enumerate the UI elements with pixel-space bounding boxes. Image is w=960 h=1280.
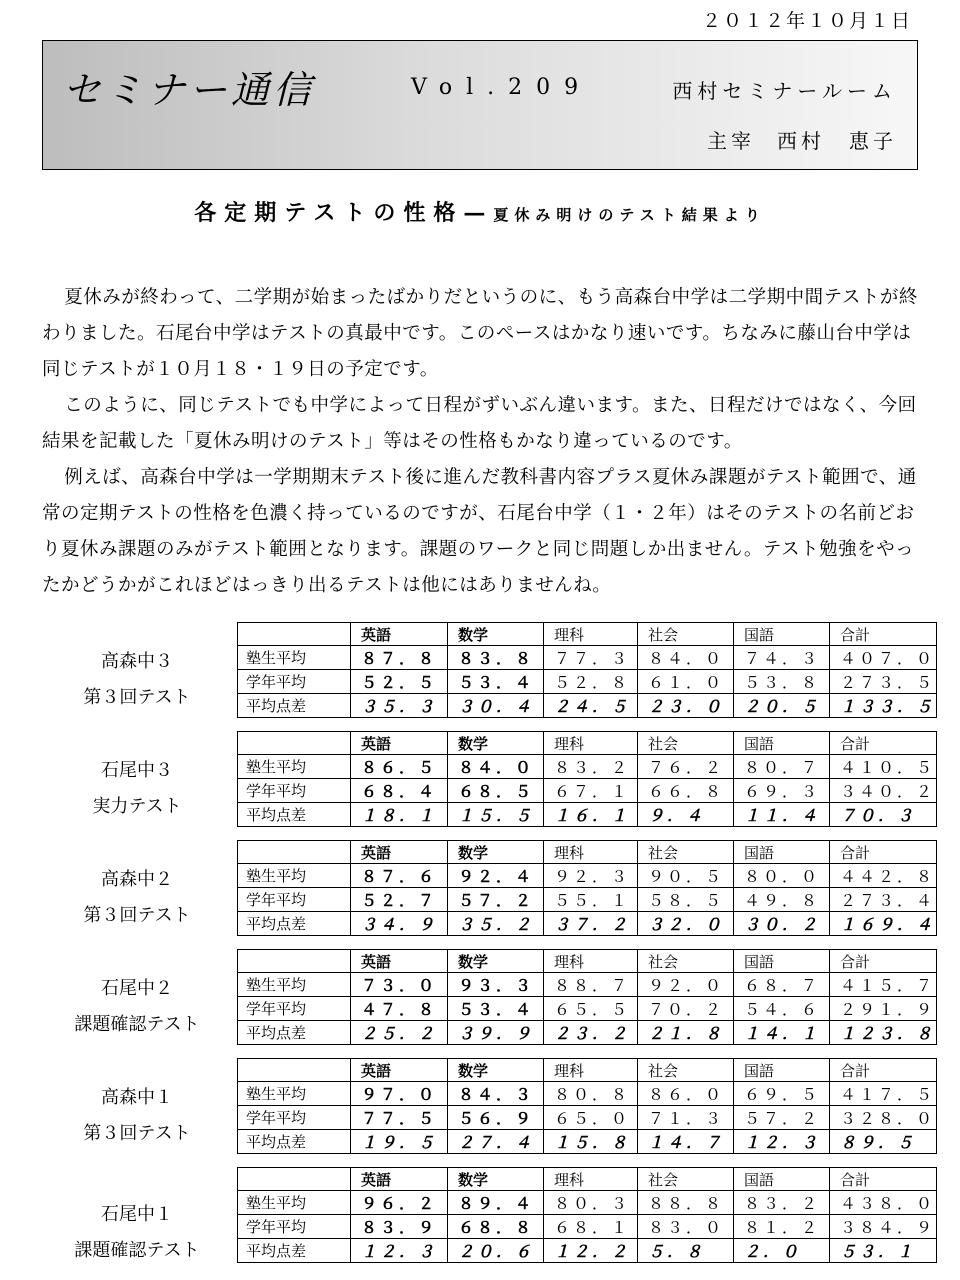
header-row [238, 623, 937, 646]
score-cell: ９３．３ [448, 973, 544, 997]
score-cell: ８３．２ [544, 755, 638, 779]
score-cell: ５３．８ [734, 670, 830, 694]
subject-header: 合計 [830, 1168, 937, 1191]
score-cell: １３３．５ [830, 694, 937, 718]
score-cell: ９０．５ [638, 864, 734, 888]
score-cell: ５７．２ [448, 888, 544, 912]
subject-header: 国語 [734, 732, 830, 755]
school-label: 高森中３ [101, 651, 173, 672]
row-label: 塾生平均 [238, 646, 351, 670]
score-cell: ７０．３ [830, 803, 937, 827]
score-cell: ９２．４ [448, 864, 544, 888]
corner-cell [238, 1059, 351, 1082]
subject-header: 理科 [544, 841, 638, 864]
row-label: 塾生平均 [238, 864, 351, 888]
subject-header: 英語 [351, 1168, 448, 1191]
school-label: 石尾中２ [101, 978, 173, 999]
table-row [238, 670, 937, 694]
score-cell: ５３．４ [448, 670, 544, 694]
score-cell: ８３．９ [351, 1215, 448, 1239]
score-cell: ８０．７ [734, 755, 830, 779]
subject-header: 理科 [544, 950, 638, 973]
score-cell: ２７．４ [448, 1130, 544, 1154]
row-label: 塾生平均 [238, 973, 351, 997]
score-cell: １５．５ [448, 803, 544, 827]
score-cell: ３０．４ [448, 694, 544, 718]
score-cell: ６５．５ [544, 997, 638, 1021]
subject-header: 社会 [638, 732, 734, 755]
table-row [238, 912, 937, 936]
corner-cell [238, 841, 351, 864]
corner-cell [238, 623, 351, 646]
score-cell: ７０．２ [638, 997, 734, 1021]
score-cell: １２．３ [351, 1239, 448, 1263]
row-label: 塾生平均 [238, 1082, 351, 1106]
subject-header: 数学 [448, 1059, 544, 1082]
score-cell: ２１．８ [638, 1021, 734, 1045]
score-cell: １２．２ [544, 1239, 638, 1263]
corner-cell [238, 732, 351, 755]
subject-header: 合計 [830, 841, 937, 864]
score-cell: ３９．９ [448, 1021, 544, 1045]
organization-name: 西村セミナールーム [672, 79, 897, 103]
score-cell: １４．７ [638, 1130, 734, 1154]
score-cell: ３５．３ [351, 694, 448, 718]
subject-header: 国語 [734, 950, 830, 973]
subject-header: 数学 [448, 841, 544, 864]
score-cell: ４１７．５ [830, 1082, 937, 1106]
test-label: 第３回テスト [83, 905, 191, 926]
score-cell: ８０．０ [734, 864, 830, 888]
score-block [42, 1167, 936, 1265]
score-cell: ７４．３ [734, 646, 830, 670]
subject-header: 国語 [734, 623, 830, 646]
row-label: 塾生平均 [238, 755, 351, 779]
score-cell: ９２．０ [638, 973, 734, 997]
row-label: 平均点差 [238, 803, 351, 827]
subject-header: 英語 [351, 1059, 448, 1082]
score-cell: １２．３ [734, 1130, 830, 1154]
test-label: 課題確認テスト [74, 1014, 200, 1035]
table-row [238, 646, 937, 670]
score-cell: ７７．５ [351, 1106, 448, 1130]
subject-header: 英語 [351, 623, 448, 646]
row-label: 学年平均 [238, 670, 351, 694]
score-cell: ８６．０ [638, 1082, 734, 1106]
score-cell: ８１．２ [734, 1215, 830, 1239]
newsletter-title: セミナー通信 [63, 68, 316, 112]
score-cell: ４１０．５ [830, 755, 937, 779]
header-row [238, 1059, 937, 1082]
score-cell: ４０７．０ [830, 646, 937, 670]
score-cell: ５２．７ [351, 888, 448, 912]
chief-line [707, 125, 897, 154]
score-cell: ４７．８ [351, 997, 448, 1021]
chief-name: 西村 恵子 [777, 129, 897, 153]
score-cell: ６８．８ [448, 1215, 544, 1239]
row-label: 平均点差 [238, 912, 351, 936]
paragraph: このように、同じテストでも中学によって日程がずいぶん違います。また、日程だけではなく、今回結果を記載した「夏休み明けのテスト」等はその性格もかなり違っているのです。 [42, 395, 917, 452]
score-cell: ２０．５ [734, 694, 830, 718]
table-row [238, 803, 937, 827]
row-label: 平均点差 [238, 1239, 351, 1263]
subject-header: 数学 [448, 1168, 544, 1191]
score-cell: ４３８．０ [830, 1191, 937, 1215]
row-label: 学年平均 [238, 1106, 351, 1130]
score-cell: ８７．６ [351, 864, 448, 888]
score-cell: ９２．３ [544, 864, 638, 888]
score-cell: ５．８ [638, 1239, 734, 1263]
subject-header: 英語 [351, 841, 448, 864]
header-row [238, 732, 937, 755]
subject-header: 社会 [638, 1168, 734, 1191]
test-label: 課題確認テスト [74, 1240, 200, 1261]
subject-header: 理科 [544, 732, 638, 755]
masthead [42, 40, 918, 170]
score-table [237, 949, 937, 1045]
score-cell: ８４．０ [638, 646, 734, 670]
table-row [238, 888, 937, 912]
school-label: 高森中１ [101, 1087, 173, 1108]
score-cell: ７７．３ [544, 646, 638, 670]
subject-header: 国語 [734, 1059, 830, 1082]
score-cell: １１．４ [734, 803, 830, 827]
score-cell: ８８．８ [638, 1191, 734, 1215]
table-row [238, 997, 937, 1021]
table-row [238, 1191, 937, 1215]
score-cell: ５３．４ [448, 997, 544, 1021]
score-cell: ３４．９ [351, 912, 448, 936]
row-label: 平均点差 [238, 694, 351, 718]
table-row [238, 1082, 937, 1106]
score-block [42, 949, 936, 1047]
header-row [238, 1168, 937, 1191]
subject-header: 数学 [448, 732, 544, 755]
score-cell: ２７３．４ [830, 888, 937, 912]
score-cell: ４４２．８ [830, 864, 937, 888]
score-cell: ５４．６ [734, 997, 830, 1021]
score-cell: ５３．１ [830, 1239, 937, 1263]
subject-header: 社会 [638, 841, 734, 864]
chief-label: 主宰 [707, 129, 755, 153]
score-table [237, 731, 937, 827]
score-cell: ５８．５ [638, 888, 734, 912]
headline-main: 各定期テストの性格— [194, 200, 494, 226]
score-cell: １９．５ [351, 1130, 448, 1154]
school-label: 石尾中３ [101, 760, 173, 781]
table-row [238, 1021, 937, 1045]
score-table [237, 840, 937, 936]
score-cell: ６８．１ [544, 1215, 638, 1239]
subject-header: 英語 [351, 950, 448, 973]
volume-number: Vol.209 [411, 75, 593, 100]
subject-header: 国語 [734, 841, 830, 864]
score-cell: ５２．８ [544, 670, 638, 694]
score-cell: １６９．４ [830, 912, 937, 936]
test-label: 第３回テスト [83, 1123, 191, 1144]
score-cell: ９６．２ [351, 1191, 448, 1215]
score-cell: ３４０．２ [830, 779, 937, 803]
subject-header: 合計 [830, 950, 937, 973]
table-row [238, 1215, 937, 1239]
score-cell: ７６．２ [638, 755, 734, 779]
row-label: 学年平均 [238, 1215, 351, 1239]
subject-header: 数学 [448, 950, 544, 973]
score-cell: ６５．０ [544, 1106, 638, 1130]
school-label: 石尾中１ [101, 1204, 173, 1225]
score-block [42, 622, 936, 720]
article-headline [0, 196, 960, 227]
subject-header: 理科 [544, 1059, 638, 1082]
score-cell: １４．１ [734, 1021, 830, 1045]
score-cell: ８３．０ [638, 1215, 734, 1239]
row-label: 平均点差 [238, 1021, 351, 1045]
row-label: 学年平均 [238, 997, 351, 1021]
score-cell: ６７．１ [544, 779, 638, 803]
subject-header: 理科 [544, 1168, 638, 1191]
subject-header: 社会 [638, 950, 734, 973]
score-block [42, 731, 936, 829]
test-label: 第３回テスト [83, 687, 191, 708]
score-cell: ８７．８ [351, 646, 448, 670]
table-row [238, 1130, 937, 1154]
article-body [42, 280, 922, 604]
row-label: 平均点差 [238, 1130, 351, 1154]
score-cell: ２．０ [734, 1239, 830, 1263]
score-cell: ８６．５ [351, 755, 448, 779]
score-cell: ９７．０ [351, 1082, 448, 1106]
paragraph: 例えば、高森台中学は一学期期末テスト後に進んだ教科書内容プラス夏休み課題がテスト範囲で、通常の定期テストの性格を色濃く持っているのですが、石尾台中学（１・２年）はそのテストの名前どおり夏休み課題のみがテスト範囲となります。課題のワークと同じ問題しか出ません。テスト勉強をやったかどうかがこれほどはっきり出るテストは他にはありませんね。 [42, 467, 917, 596]
row-label: 学年平均 [238, 779, 351, 803]
score-cell: ９．４ [638, 803, 734, 827]
score-cell: ６８．７ [734, 973, 830, 997]
subject-header: 国語 [734, 1168, 830, 1191]
score-cell: ４１５．７ [830, 973, 937, 997]
subject-header: 社会 [638, 1059, 734, 1082]
score-cell: ６８．４ [351, 779, 448, 803]
score-cell: ６９．５ [734, 1082, 830, 1106]
score-cell: ６１．０ [638, 670, 734, 694]
subject-header: 合計 [830, 623, 937, 646]
score-cell: ２３．２ [544, 1021, 638, 1045]
table-row [238, 864, 937, 888]
score-cell: ２９１．９ [830, 997, 937, 1021]
score-cell: ３２８．０ [830, 1106, 937, 1130]
score-table [237, 1058, 937, 1154]
score-cell: ８３．２ [734, 1191, 830, 1215]
score-block [42, 1058, 936, 1156]
table-row [238, 1106, 937, 1130]
score-table [237, 1167, 937, 1263]
row-label: 塾生平均 [238, 1191, 351, 1215]
score-cell: ８９．５ [830, 1130, 937, 1154]
issue-date: ２０１２年１０月１日 [701, 10, 912, 32]
score-cell: ８０．３ [544, 1191, 638, 1215]
score-cell: ２４．５ [544, 694, 638, 718]
subject-header: 社会 [638, 623, 734, 646]
subject-header: 合計 [830, 732, 937, 755]
score-block [42, 840, 936, 938]
score-cell: ３０．２ [734, 912, 830, 936]
subject-header: 数学 [448, 623, 544, 646]
corner-cell [238, 950, 351, 973]
score-cell: ６８．５ [448, 779, 544, 803]
row-label: 学年平均 [238, 888, 351, 912]
test-label: 実力テスト [92, 796, 182, 817]
subject-header: 英語 [351, 732, 448, 755]
score-cell: ５６．９ [448, 1106, 544, 1130]
school-label: 高森中２ [101, 869, 173, 890]
subject-header: 理科 [544, 623, 638, 646]
score-cell: ８８．７ [544, 973, 638, 997]
table-row [238, 694, 937, 718]
headline-sub: 夏休み明けのテスト結果より [493, 206, 766, 224]
score-cell: ３７．２ [544, 912, 638, 936]
score-cell: ２７３．５ [830, 670, 937, 694]
score-table [237, 622, 937, 718]
score-cell: ８４．３ [448, 1082, 544, 1106]
score-cell: ３８４．９ [830, 1215, 937, 1239]
score-cell: ２０．６ [448, 1239, 544, 1263]
score-cell: ６９．３ [734, 779, 830, 803]
score-cell: ６６．８ [638, 779, 734, 803]
score-cell: ８４．０ [448, 755, 544, 779]
score-cell: ７３．０ [351, 973, 448, 997]
table-row [238, 779, 937, 803]
header-row [238, 841, 937, 864]
score-cell: １８．１ [351, 803, 448, 827]
score-cell: ５２．５ [351, 670, 448, 694]
score-cell: １２３．８ [830, 1021, 937, 1045]
score-cell: １５．８ [544, 1130, 638, 1154]
corner-cell [238, 1168, 351, 1191]
score-cell: ８３．８ [448, 646, 544, 670]
score-cell: ７１．３ [638, 1106, 734, 1130]
score-cell: ３２．０ [638, 912, 734, 936]
table-row [238, 755, 937, 779]
score-cell: １６．１ [544, 803, 638, 827]
score-cell: ５７．２ [734, 1106, 830, 1130]
score-cell: ８０．８ [544, 1082, 638, 1106]
table-row [238, 973, 937, 997]
score-cell: ３５．２ [448, 912, 544, 936]
score-cell: ２５．２ [351, 1021, 448, 1045]
subject-header: 合計 [830, 1059, 937, 1082]
score-cell: ４９．８ [734, 888, 830, 912]
score-cell: ５５．１ [544, 888, 638, 912]
header-row [238, 950, 937, 973]
score-cell: ２３．０ [638, 694, 734, 718]
score-cell: ８９．４ [448, 1191, 544, 1215]
table-row [238, 1239, 937, 1263]
paragraph: 夏休みが終わって、二学期が始まったばかりだというのに、もう高森台中学は二学期中間テストが終わりました。石尾台中学はテストの真最中です。このペースはかなり速いです。ちなみに藤山台中学は同じテストが１０月１８・１９日の予定です。 [42, 287, 918, 380]
